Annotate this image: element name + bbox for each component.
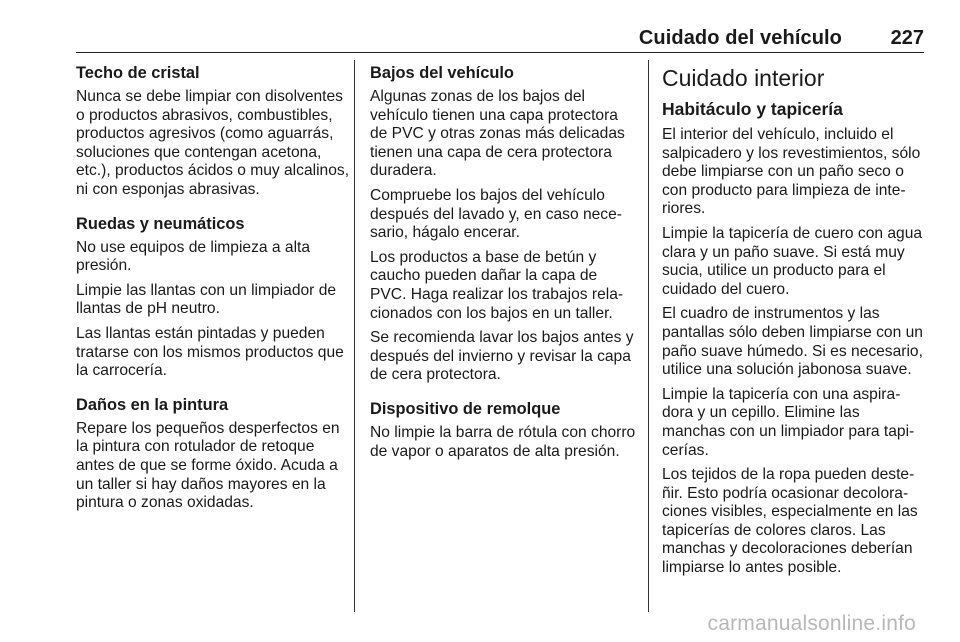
paragraph: Se recomienda lavar los bajos antes y después del invierno y revisar la capa de cera protectora.	[370, 329, 634, 384]
paragraph: Compruebe los bajos del vehículo después del lavado y, en caso necesario, hágalo encerar.	[370, 186, 622, 242]
paragraph: No limpie la barra de rótula con chorro de vapor o aparatos de alta presión.	[370, 423, 636, 460]
chapter-heading-cuidado-interior: Cuidado interior	[662, 65, 825, 91]
section-heading-bajos: Bajos del vehículo	[370, 64, 514, 82]
column-right	[662, 64, 926, 584]
section-heading-ruedas: Ruedas y neumáticos	[76, 214, 245, 233]
column-left	[76, 64, 354, 519]
paragraph: No use equipos de limpieza a alta presión.	[76, 238, 311, 275]
paragraph: El interior del vehículo, incluido el salpicadero y los revestimientos, sólo debe limpiarse con un paño seco o con producto para limpieza de interiores.	[662, 126, 921, 218]
column-divider-left	[354, 60, 355, 612]
paragraph: Limpie las llantas con un limpiador de llantas de pH neutro.	[76, 281, 337, 318]
column-middle	[370, 64, 636, 467]
paragraph: Los productos a base de betún y caucho pueden dañar la capa de PVC. Haga realizar los trabajos relacionados con los bajos en un taller.	[370, 248, 624, 322]
header-rule	[76, 52, 924, 53]
paragraph: Repare los pequeños desperfectos en la pintura con rotulador de retoque antes de que se forme óxido. Acuda a un taller si hay daños mayores en la pintura o zonas oxidadas.	[76, 419, 340, 512]
section-heading-habitaculo: Habitáculo y tapicería	[662, 99, 843, 119]
paragraph: Algunas zonas de los bajos del vehículo tienen una capa protectora de PVC y otras zonas más delicadas tienen una capa de cera protectora duradera.	[370, 88, 625, 180]
page-title: Cuidado del vehículo	[638, 27, 842, 49]
page-header	[76, 24, 924, 54]
paragraph: Limpie la tapicería con una aspiradora y un cepillo. Elimine las manchas con un limpiador para tapicerías.	[662, 385, 915, 459]
section-heading-remolque: Dispositivo de remolque	[370, 399, 561, 418]
paragraph: Los tejidos de la ropa pueden desteñir. Esto podría ocasionar decoloraciones visibles, especialmente en las tapicerías de colores claros. Las manchas y decoloraciones deberían limpiarse lo antes posible.	[662, 466, 918, 577]
paragraph: Nunca se debe limpiar con disolventes o productos abrasivos, combustibles, productos agresivos (como aguarrás, soluciones que contengan acetona, etc.), productos ácidos o muy alcalinos, ni con esponjas abrasivas.	[76, 88, 350, 198]
paragraph: Limpie la tapicería de cuero con agua clara y un paño suave. Si está muy sucia, utilice un producto para el cuidado del cuero.	[662, 224, 923, 298]
paragraph: El cuadro de instrumentos y las pantallas sólo deben limpiarse con un paño suave húmedo. Si es necesario, utilice una solución jabonosa suave.	[662, 305, 923, 379]
paragraph: Las llantas están pintadas y pueden tratarse con los mismos productos que la carrocería.	[76, 324, 344, 380]
section-heading-pintura: Daños en la pintura	[76, 395, 229, 414]
section-heading-techo: Techo de cristal	[76, 64, 200, 82]
watermark: carmanualsonline.info	[707, 612, 916, 635]
page-number: 227	[890, 27, 924, 49]
column-divider-right	[648, 60, 649, 612]
